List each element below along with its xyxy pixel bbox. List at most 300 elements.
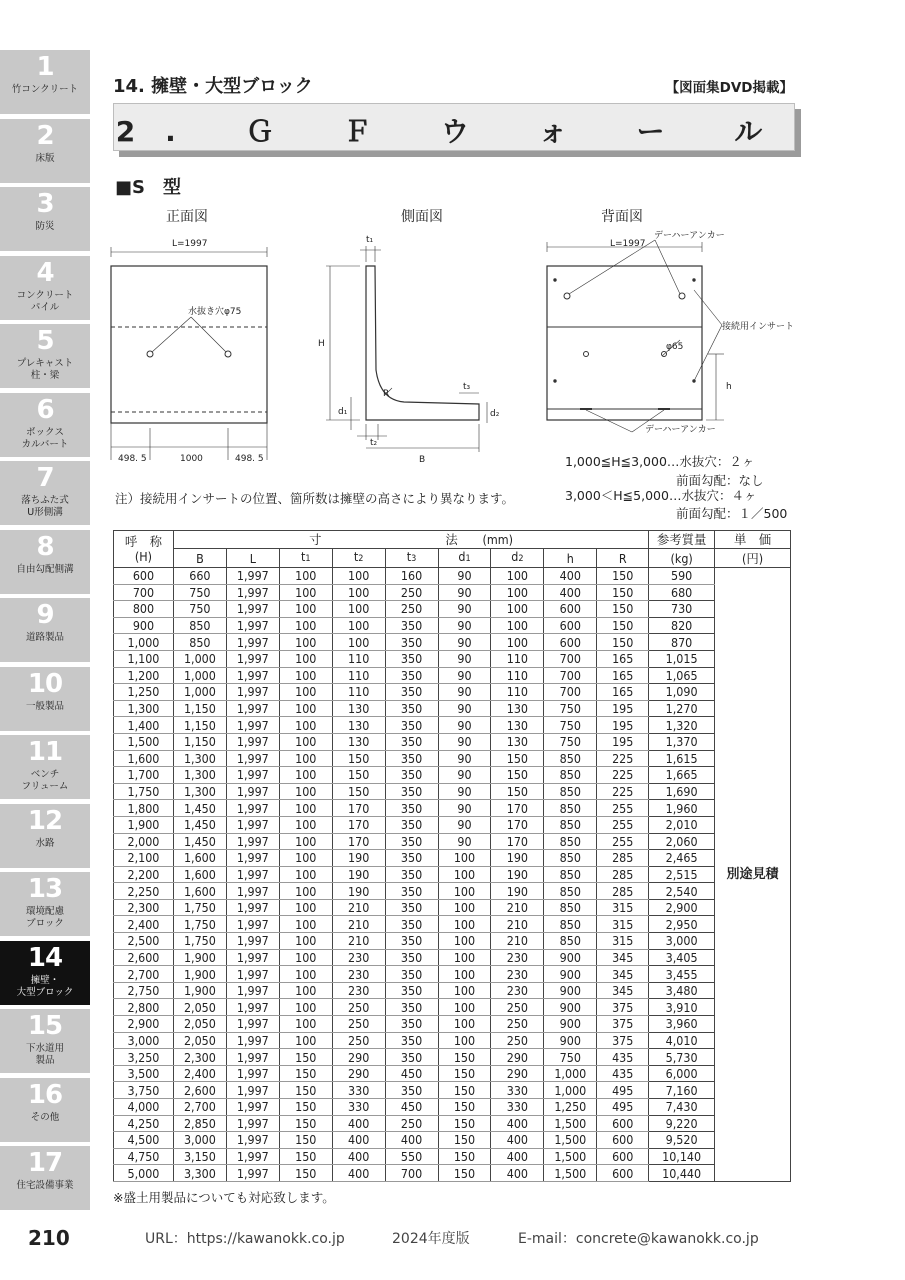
sidebar-tab-1[interactable] bbox=[0, 50, 90, 114]
sidebar-tab-3[interactable] bbox=[0, 187, 90, 251]
table-cell: 210 bbox=[491, 899, 544, 916]
table-cell: 100 bbox=[438, 916, 491, 933]
table-cell: 3,250 bbox=[114, 1049, 174, 1066]
sidebar-tab-9[interactable] bbox=[0, 598, 90, 662]
table-cell: 2,700 bbox=[173, 1099, 226, 1116]
table-cell: 350 bbox=[385, 1082, 438, 1099]
table-cell: 345 bbox=[597, 949, 649, 966]
col-header-B: B bbox=[173, 549, 226, 568]
table-cell: 7,430 bbox=[649, 1099, 715, 1116]
table-cell: 160 bbox=[385, 568, 438, 585]
table-row bbox=[114, 1049, 791, 1066]
table-cell: 150 bbox=[438, 1049, 491, 1066]
sidebar-tab-7[interactable] bbox=[0, 461, 90, 525]
table-row bbox=[114, 1016, 791, 1033]
table-cell: 1,750 bbox=[114, 783, 174, 800]
table-row bbox=[114, 816, 791, 833]
table-cell: 1,997 bbox=[226, 883, 279, 900]
table-cell: 750 bbox=[544, 717, 597, 734]
sidebar-tab-label: 下水道用 製品 bbox=[25, 1043, 64, 1066]
table-cell: 110 bbox=[332, 650, 385, 667]
table-cell: 150 bbox=[597, 568, 649, 585]
phi65-label: φ65 bbox=[666, 342, 684, 352]
table-cell: 495 bbox=[597, 1099, 649, 1116]
table-cell: 195 bbox=[597, 733, 649, 750]
table-cell: 1,500 bbox=[544, 1165, 597, 1182]
table-cell: 90 bbox=[438, 767, 491, 784]
sidebar-tab-label: ボックス カルバート bbox=[21, 426, 69, 450]
table-cell: 1,300 bbox=[173, 767, 226, 784]
sidebar-tab-label: 防災 bbox=[35, 221, 55, 232]
table-cell: 3,150 bbox=[173, 1148, 226, 1165]
table-cell: 4,250 bbox=[114, 1115, 174, 1132]
table-cell: 100 bbox=[279, 634, 332, 651]
table-cell: 150 bbox=[491, 767, 544, 784]
col-header-t2: t2 bbox=[332, 549, 385, 568]
table-cell: 150 bbox=[438, 1132, 491, 1149]
table-cell: 100 bbox=[279, 999, 332, 1016]
table-cell: 165 bbox=[597, 667, 649, 684]
table-cell: 400 bbox=[385, 1132, 438, 1149]
table-cell: 1,500 bbox=[114, 733, 174, 750]
table-cell: 100 bbox=[438, 999, 491, 1016]
table-cell: 350 bbox=[385, 833, 438, 850]
table-cell: 1,600 bbox=[173, 850, 226, 867]
table-row bbox=[114, 916, 791, 933]
table-cell: 1,997 bbox=[226, 1032, 279, 1049]
sidebar-tab-number: 12 bbox=[27, 805, 63, 836]
table-cell: 1,997 bbox=[226, 617, 279, 634]
sidebar-tab-label: 一般製品 bbox=[25, 700, 64, 712]
table-cell: 90 bbox=[438, 634, 491, 651]
drain-hole-label: 水抜き穴φ75 bbox=[188, 307, 242, 317]
table-row bbox=[114, 601, 791, 618]
page-number: 210 bbox=[28, 1226, 70, 1250]
sidebar-tab-label: 住宅設備事業 bbox=[16, 1180, 74, 1191]
sidebar-tab-number: 5 bbox=[36, 326, 54, 356]
table-cell: 1,500 bbox=[544, 1148, 597, 1165]
sidebar-tab-5[interactable] bbox=[0, 324, 90, 388]
side-t3: t₃ bbox=[463, 382, 471, 392]
table-cell: 2,900 bbox=[649, 899, 715, 916]
header-dimensions: 寸 法 (mm) bbox=[173, 531, 648, 549]
table-cell: 100 bbox=[438, 982, 491, 999]
table-row bbox=[114, 1099, 791, 1116]
side-R: R bbox=[383, 389, 390, 399]
table-cell: 285 bbox=[597, 866, 649, 883]
table-cell: 100 bbox=[438, 966, 491, 983]
table-cell: 110 bbox=[332, 684, 385, 701]
table-cell: 2,060 bbox=[649, 833, 715, 850]
table-cell: 1,997 bbox=[226, 750, 279, 767]
table-cell: 290 bbox=[332, 1065, 385, 1082]
side-d2: d₂ bbox=[490, 409, 500, 419]
table-cell: 225 bbox=[597, 783, 649, 800]
table-cell: 850 bbox=[544, 767, 597, 784]
table-cell: 150 bbox=[491, 783, 544, 800]
table-cell: 250 bbox=[491, 1016, 544, 1033]
table-cell: 2,400 bbox=[114, 916, 174, 933]
table-cell: 100 bbox=[279, 866, 332, 883]
table-row bbox=[114, 966, 791, 983]
table-cell: 350 bbox=[385, 816, 438, 833]
sidebar-tab-number: 11 bbox=[27, 737, 63, 767]
table-cell: 1,150 bbox=[173, 717, 226, 734]
table-cell: 9,520 bbox=[649, 1132, 715, 1149]
table-cell: 315 bbox=[597, 933, 649, 950]
table-cell: 100 bbox=[491, 568, 544, 585]
table-cell: 100 bbox=[279, 783, 332, 800]
table-row bbox=[114, 717, 791, 734]
footer-email: E-mail：concrete@kawanokk.co.jp bbox=[518, 1231, 759, 1247]
drain-note-2: 前面勾配：なし bbox=[676, 473, 764, 488]
table-cell: 350 bbox=[385, 1049, 438, 1066]
table-cell: 550 bbox=[385, 1148, 438, 1165]
table-cell: 1,500 bbox=[544, 1132, 597, 1149]
table-cell: 1,500 bbox=[544, 1115, 597, 1132]
sidebar-tab-14[interactable] bbox=[0, 941, 90, 1005]
table-cell: 600 bbox=[597, 1132, 649, 1149]
sidebar-tab-13[interactable] bbox=[0, 872, 90, 936]
table-cell: 290 bbox=[332, 1049, 385, 1066]
table-cell: 2,950 bbox=[649, 916, 715, 933]
table-cell: 110 bbox=[491, 684, 544, 701]
side-H: H bbox=[318, 339, 325, 349]
sidebar-tab-6[interactable] bbox=[0, 393, 90, 457]
sidebar-tab-number: 13 bbox=[27, 874, 63, 904]
table-cell: 1,000 bbox=[173, 667, 226, 684]
sidebar-tab-11[interactable] bbox=[0, 735, 90, 799]
table-cell: 350 bbox=[385, 767, 438, 784]
table-cell: 450 bbox=[385, 1099, 438, 1116]
table-cell: 2,000 bbox=[114, 833, 174, 850]
table-cell: 100 bbox=[279, 568, 332, 585]
table-cell: 900 bbox=[544, 1032, 597, 1049]
table-cell: 1,997 bbox=[226, 783, 279, 800]
sidebar-tab-number: 16 bbox=[27, 1079, 63, 1110]
table-cell: 350 bbox=[385, 966, 438, 983]
table-cell: 870 bbox=[649, 634, 715, 651]
table-cell: 150 bbox=[491, 750, 544, 767]
table-row bbox=[114, 1082, 791, 1099]
table-cell: 435 bbox=[597, 1049, 649, 1066]
table-cell: 225 bbox=[597, 750, 649, 767]
table-cell: 110 bbox=[491, 667, 544, 684]
table-cell: 3,500 bbox=[114, 1065, 174, 1082]
header-price-unit: (円) bbox=[715, 549, 791, 568]
table-cell: 2,540 bbox=[649, 883, 715, 900]
table-cell: 2,700 bbox=[114, 966, 174, 983]
table-cell: 90 bbox=[438, 700, 491, 717]
table-cell: 130 bbox=[332, 700, 385, 717]
table-cell: 230 bbox=[332, 966, 385, 983]
table-cell: 2,850 bbox=[173, 1115, 226, 1132]
back-view-drawing bbox=[547, 240, 724, 432]
table-cell: 170 bbox=[332, 833, 385, 850]
sidebar-tab-2[interactable] bbox=[0, 119, 90, 183]
table-cell: 1,150 bbox=[173, 733, 226, 750]
table-cell: 400 bbox=[544, 568, 597, 585]
table-cell: 100 bbox=[279, 617, 332, 634]
table-cell: 850 bbox=[544, 833, 597, 850]
table-row bbox=[114, 767, 791, 784]
table-cell: 3,910 bbox=[649, 999, 715, 1016]
sidebar-tab-number: 15 bbox=[27, 1011, 63, 1041]
table-cell: 900 bbox=[544, 966, 597, 983]
table-cell: 1,997 bbox=[226, 601, 279, 618]
table-cell: 350 bbox=[385, 916, 438, 933]
table-cell: 1,450 bbox=[173, 800, 226, 817]
table-cell: 700 bbox=[114, 584, 174, 601]
table-cell: 590 bbox=[649, 568, 715, 585]
table-cell: 100 bbox=[279, 667, 332, 684]
table-cell: 2,750 bbox=[114, 982, 174, 999]
table-cell: 110 bbox=[491, 650, 544, 667]
table-row bbox=[114, 584, 791, 601]
table-cell: 1,997 bbox=[226, 966, 279, 983]
table-cell: 900 bbox=[544, 1016, 597, 1033]
table-cell: 900 bbox=[544, 982, 597, 999]
table-cell: 750 bbox=[544, 733, 597, 750]
table-cell: 255 bbox=[597, 816, 649, 833]
table-cell: 900 bbox=[544, 999, 597, 1016]
table-cell: 350 bbox=[385, 982, 438, 999]
table-cell: 90 bbox=[438, 667, 491, 684]
table-cell: 3,000 bbox=[114, 1032, 174, 1049]
table-cell: 100 bbox=[279, 800, 332, 817]
table-cell: 1,997 bbox=[226, 866, 279, 883]
table-cell: 350 bbox=[385, 750, 438, 767]
table-cell: 330 bbox=[491, 1082, 544, 1099]
table-cell: 850 bbox=[173, 617, 226, 634]
table-cell: 400 bbox=[491, 1132, 544, 1149]
table-cell: 700 bbox=[544, 650, 597, 667]
table-cell: 850 bbox=[544, 866, 597, 883]
table-cell: 1,750 bbox=[173, 899, 226, 916]
table-cell: 190 bbox=[332, 883, 385, 900]
table-cell: 330 bbox=[332, 1082, 385, 1099]
table-cell: 800 bbox=[114, 601, 174, 618]
sidebar-tab-label: ベンチ フリューム bbox=[21, 769, 69, 792]
table-cell: 2,600 bbox=[173, 1082, 226, 1099]
table-cell: 1,000 bbox=[173, 650, 226, 667]
table-cell: 2,800 bbox=[114, 999, 174, 1016]
table-cell: 1,250 bbox=[114, 684, 174, 701]
table-cell: 100 bbox=[438, 899, 491, 916]
table-cell: 100 bbox=[491, 584, 544, 601]
table-cell: 1,997 bbox=[226, 1065, 279, 1082]
table-row bbox=[114, 1132, 791, 1149]
table-cell: 350 bbox=[385, 999, 438, 1016]
table-cell: 7,160 bbox=[649, 1082, 715, 1099]
table-cell: 375 bbox=[597, 1032, 649, 1049]
table-cell: 170 bbox=[491, 800, 544, 817]
table-cell: 210 bbox=[491, 933, 544, 950]
table-cell: 700 bbox=[544, 684, 597, 701]
table-row bbox=[114, 1032, 791, 1049]
table-cell: 130 bbox=[491, 733, 544, 750]
table-cell: 190 bbox=[332, 850, 385, 867]
table-cell: 350 bbox=[385, 733, 438, 750]
header-weight-unit: (kg) bbox=[649, 549, 715, 568]
table-cell: 3,750 bbox=[114, 1082, 174, 1099]
table-cell: 900 bbox=[114, 617, 174, 634]
sidebar-tab-17[interactable] bbox=[0, 1146, 90, 1210]
sidebar-tab-number: 4 bbox=[36, 257, 54, 288]
table-cell: 315 bbox=[597, 899, 649, 916]
table-cell: 350 bbox=[385, 949, 438, 966]
footnote: ※盛土用製品についても対応致します。 bbox=[113, 1190, 335, 1205]
table-cell: 290 bbox=[491, 1065, 544, 1082]
table-row bbox=[114, 1165, 791, 1182]
table-row bbox=[114, 684, 791, 701]
table-cell: 1,997 bbox=[226, 816, 279, 833]
table-cell: 150 bbox=[438, 1065, 491, 1082]
table-cell: 400 bbox=[491, 1115, 544, 1132]
table-cell: 100 bbox=[279, 650, 332, 667]
table-cell: 1,615 bbox=[649, 750, 715, 767]
table-row bbox=[114, 800, 791, 817]
table-row bbox=[114, 1115, 791, 1132]
table-cell: 130 bbox=[491, 717, 544, 734]
table-cell: 600 bbox=[597, 1148, 649, 1165]
table-cell: 285 bbox=[597, 850, 649, 867]
table-cell: 165 bbox=[597, 650, 649, 667]
table-cell: 100 bbox=[279, 584, 332, 601]
table-cell: 290 bbox=[491, 1049, 544, 1066]
side-t1: t₁ bbox=[366, 235, 374, 245]
table-cell: 450 bbox=[385, 1065, 438, 1082]
table-cell: 150 bbox=[438, 1082, 491, 1099]
table-cell: 250 bbox=[385, 601, 438, 618]
sidebar-tab-number: 14 bbox=[27, 942, 63, 973]
table-cell: 3,480 bbox=[649, 982, 715, 999]
table-cell: 170 bbox=[332, 816, 385, 833]
sidebar-tab-number: 7 bbox=[36, 463, 54, 493]
sidebar-tab-label: 竹コンクリート bbox=[11, 84, 79, 95]
col-header-d2: d2 bbox=[491, 549, 544, 568]
sidebar-tab-12[interactable] bbox=[0, 804, 90, 868]
table-cell: 90 bbox=[438, 617, 491, 634]
table-cell: 210 bbox=[491, 916, 544, 933]
table-cell: 1,997 bbox=[226, 700, 279, 717]
header-price: 単 価 bbox=[715, 531, 791, 549]
table-cell: 100 bbox=[332, 568, 385, 585]
table-cell: 100 bbox=[279, 949, 332, 966]
table-cell: 350 bbox=[385, 684, 438, 701]
table-cell: 150 bbox=[438, 1148, 491, 1165]
sidebar-tab-16[interactable] bbox=[0, 1078, 90, 1142]
table-cell: 350 bbox=[385, 617, 438, 634]
table-cell: 1,600 bbox=[173, 866, 226, 883]
table-row bbox=[114, 650, 791, 667]
table-row bbox=[114, 833, 791, 850]
table-cell: 150 bbox=[279, 1132, 332, 1149]
sidebar-tab-15[interactable] bbox=[0, 1009, 90, 1073]
table-row bbox=[114, 866, 791, 883]
table-cell: 230 bbox=[491, 966, 544, 983]
table-cell: 150 bbox=[279, 1082, 332, 1099]
table-cell: 100 bbox=[279, 750, 332, 767]
table-cell: 1,997 bbox=[226, 667, 279, 684]
table-cell: 170 bbox=[332, 800, 385, 817]
table-cell: 400 bbox=[332, 1132, 385, 1149]
table-cell: 130 bbox=[491, 700, 544, 717]
table-cell: 1,997 bbox=[226, 650, 279, 667]
table-cell: 130 bbox=[332, 717, 385, 734]
table-cell: 1,065 bbox=[649, 667, 715, 684]
table-cell: 190 bbox=[332, 866, 385, 883]
col-header-t1: t1 bbox=[279, 549, 332, 568]
sidebar-tab-10[interactable] bbox=[0, 667, 90, 731]
sidebar-tab-4[interactable] bbox=[0, 256, 90, 320]
table-cell: 1,997 bbox=[226, 634, 279, 651]
dim-right: 498. 5 bbox=[235, 454, 264, 464]
table-cell: 330 bbox=[491, 1099, 544, 1116]
table-cell: 130 bbox=[332, 733, 385, 750]
table-cell: 1,900 bbox=[173, 949, 226, 966]
table-cell: 1,997 bbox=[226, 916, 279, 933]
table-cell: 150 bbox=[597, 634, 649, 651]
table-cell: 230 bbox=[332, 982, 385, 999]
table-cell: 150 bbox=[597, 617, 649, 634]
table-cell: 2,500 bbox=[114, 933, 174, 950]
table-cell: 345 bbox=[597, 982, 649, 999]
table-cell: 1,250 bbox=[544, 1099, 597, 1116]
table-cell: 350 bbox=[385, 899, 438, 916]
table-cell: 850 bbox=[544, 850, 597, 867]
table-cell: 1,000 bbox=[114, 634, 174, 651]
table-cell: 1,700 bbox=[114, 767, 174, 784]
sidebar-tab-number: 10 bbox=[27, 668, 63, 699]
dim-center: 1000 bbox=[180, 454, 203, 464]
anchor-bottom-label: デーハーアンカー bbox=[645, 425, 716, 435]
table-cell: 730 bbox=[649, 601, 715, 618]
table-cell: 90 bbox=[438, 816, 491, 833]
side-B: B bbox=[419, 455, 426, 465]
table-cell: 100 bbox=[438, 1016, 491, 1033]
table-cell: 250 bbox=[385, 1115, 438, 1132]
table-cell: 150 bbox=[332, 783, 385, 800]
table-row bbox=[114, 634, 791, 651]
table-cell: 350 bbox=[385, 933, 438, 950]
table-row bbox=[114, 617, 791, 634]
table-cell: 250 bbox=[332, 999, 385, 1016]
sidebar-tab-8[interactable] bbox=[0, 530, 90, 594]
table-cell: 2,515 bbox=[649, 866, 715, 883]
table-cell: 375 bbox=[597, 1016, 649, 1033]
table-row bbox=[114, 883, 791, 900]
insert-note: 注）接続用インサートの位置、箇所数は擁壁の高さにより異なります。 bbox=[115, 491, 515, 506]
table-cell: 100 bbox=[279, 700, 332, 717]
table-cell: 1,960 bbox=[649, 800, 715, 817]
table-cell: 1,997 bbox=[226, 899, 279, 916]
table-cell: 90 bbox=[438, 783, 491, 800]
table-cell: 600 bbox=[544, 617, 597, 634]
table-row bbox=[114, 899, 791, 916]
table-cell: 285 bbox=[597, 883, 649, 900]
table-cell: 350 bbox=[385, 717, 438, 734]
table-cell: 100 bbox=[279, 767, 332, 784]
sidebar-tab-number: 1 bbox=[36, 52, 54, 82]
table-cell: 315 bbox=[597, 916, 649, 933]
table-cell: 495 bbox=[597, 1082, 649, 1099]
table-cell: 750 bbox=[544, 1049, 597, 1066]
table-cell: 100 bbox=[279, 1016, 332, 1033]
table-cell: 1,997 bbox=[226, 717, 279, 734]
table-cell: 1,997 bbox=[226, 684, 279, 701]
table-cell: 750 bbox=[544, 700, 597, 717]
